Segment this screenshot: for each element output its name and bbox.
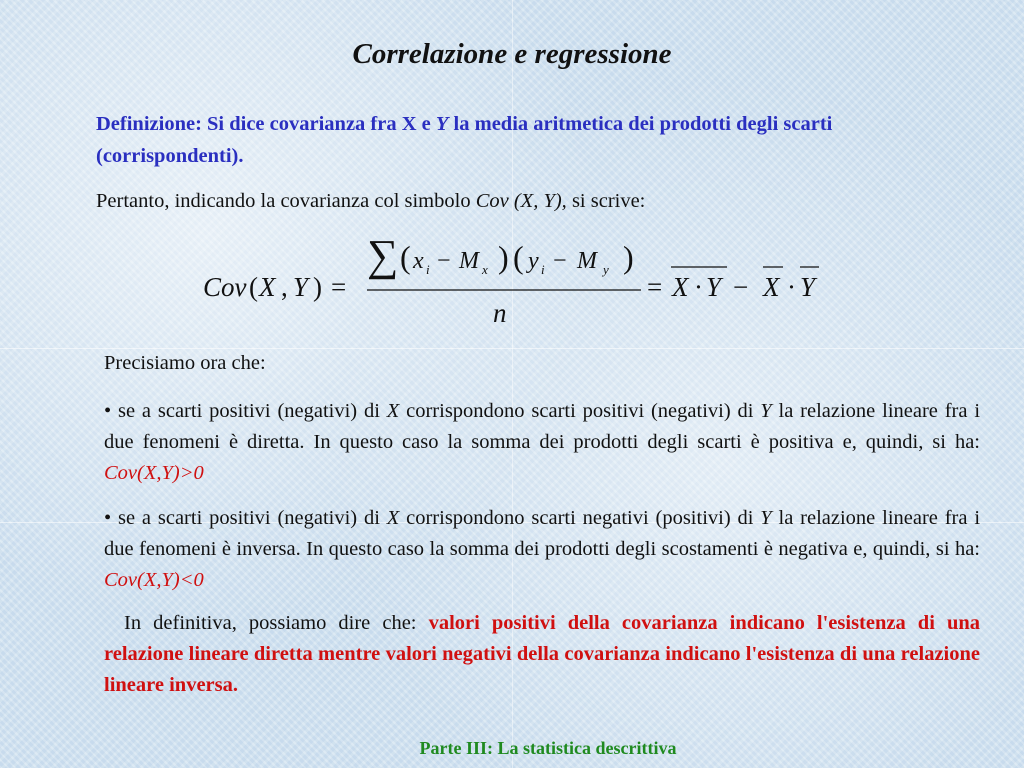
formula-paren: ) [498, 239, 509, 275]
formula-xi: x [413, 248, 424, 274]
intro-tail: si scrive: [566, 190, 646, 212]
formula-my: M [577, 248, 597, 274]
formula-denominator: n [493, 298, 507, 328]
bullet-direct-relation [104, 396, 980, 489]
formula-lhs: Cov [203, 272, 247, 302]
formula-x: X [259, 272, 276, 302]
formula-comma: , [281, 272, 288, 302]
bullet1-result: Cov(X,Y)>0 [104, 462, 204, 484]
formula-x: X [672, 272, 689, 302]
intro-text [96, 187, 956, 215]
covariance-symbol: Cov (X, Y), [475, 190, 567, 212]
covariance-formula [195, 230, 835, 330]
definition-y: Y [435, 113, 449, 135]
formula-equals: = [331, 272, 347, 302]
formula-sum: ∑ [367, 231, 399, 280]
bullet2-x: X [386, 507, 400, 529]
formula-mx: M [459, 248, 479, 274]
formula-paren: ) [623, 239, 634, 275]
formula-y: Y [800, 272, 816, 302]
conclusion-text [104, 608, 980, 701]
formula-y: Y [293, 272, 309, 302]
formula-paren: ( [513, 239, 524, 275]
footer-section-label: Parte III: La statistica descrittiva [419, 738, 677, 758]
formula-paren: ) [313, 272, 322, 302]
formula-minus: − [437, 248, 451, 274]
formula-svg [195, 230, 835, 330]
formula-dot: · [694, 272, 703, 302]
precisiamo-text: Precisiamo ora che: [104, 352, 266, 374]
bullet1-c: la relazione lineare fra i due fenomeni è diretta. In questo caso la somma dei prodotti degli scarti è positiva e, quindi, si ha: [104, 400, 981, 453]
formula-yi: y [528, 248, 539, 274]
formula-minus: − [553, 248, 567, 274]
bullet2-b: corrispondono scarti negativi (positivi) di [399, 507, 761, 529]
bullet2-y: Y [760, 507, 772, 529]
definition-rest: la media aritmetica dei prodotti degli scarti (corrispondenti). [96, 113, 833, 167]
bullet1-b: corrispondono scarti positivi (negativi) di [399, 400, 761, 422]
bullet-inverse-relation [104, 503, 980, 596]
bullet2-c: la relazione lineare fra i due fenomeni è inversa. In questo caso la somma dei prodotti degli scostamenti è negativa e, quindi, si ha: [104, 507, 981, 560]
definition-lead: Definizione: Si dice covarianza fra X e [96, 113, 436, 135]
bullet1-a: • se a scarti positivi (negativi) di [104, 400, 387, 422]
formula-y: Y [706, 272, 722, 302]
formula-paren: ( [400, 239, 411, 275]
bullet2-result: Cov(X,Y)<0 [104, 569, 204, 591]
definition-text [96, 108, 956, 172]
formula-subscript: y [603, 262, 609, 277]
formula-subscript: i [426, 262, 430, 277]
formula-minus: − [733, 272, 749, 302]
formula-paren: ( [249, 272, 258, 302]
conclusion-lead: In definitiva, possiamo dire che: [124, 612, 429, 634]
formula-dot: · [787, 272, 796, 302]
conclusion-highlight: valori positivi della covarianza indicano l'esistenza di una relazione lineare diretta mentre valori negativi della covarianza indicano l'esistenza di una relazione lineare inversa. [104, 612, 981, 696]
bullet1-x: X [386, 400, 400, 422]
intro-lead: Pertanto, indicando la covarianza col simbolo [96, 190, 476, 212]
bullet2-a: • se a scarti positivi (negativi) di [104, 507, 387, 529]
formula-subscript: x [482, 262, 488, 277]
formula-x: X [763, 272, 780, 302]
bullet1-y: Y [760, 400, 772, 422]
formula-subscript: i [541, 262, 545, 277]
page-title: Correlazione e regressione [352, 38, 672, 70]
formula-equals: = [647, 272, 663, 302]
